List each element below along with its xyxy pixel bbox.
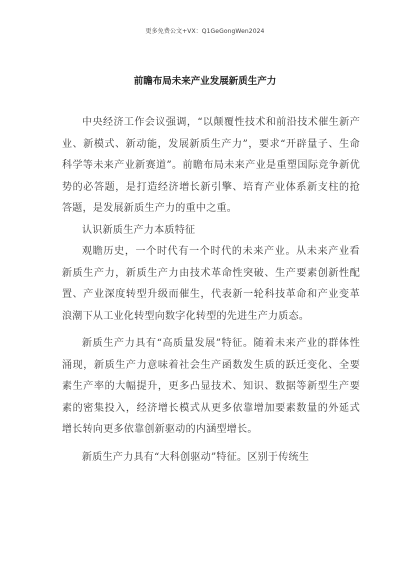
section-heading: 认识新质生产力本质特征 — [82, 224, 196, 236]
paragraph-intro: 中央经济工作会议强调，“以颠覆性技术和前沿技术催生新产业、新模式、新动能，发展新质生产力”，要求“开辟量子、生命科学等未来产业新赛道”。前瞻布局未来产业是重塑国际竞争新优势的必答题，是打造经济增长新引擎、培育产业体系新支柱的抢答题，是发展新质生产力的重中之重。 — [62, 117, 360, 214]
document-title: 前瞻布局未来产业发展新质生产力 — [133, 76, 277, 87]
header-note: 更多免费公文+VX：Q1GeGongWen2024 — [145, 28, 265, 35]
paragraph-innovation: 新质生产力具有“大科创驱动”特征。区别于传统生 — [82, 451, 310, 463]
paragraph-history: 观瞻历史，一个时代有一个时代的未来产业。从未来产业看新质生产力，新质生产力由技术革命性突破、生产要素创新性配置、产业深度转型升级而催生，代表新一轮科技革命和产业变革浪潮下从工业化转型向数字化转型的先进生产力质态。 — [62, 246, 360, 322]
paragraph-quality: 新质生产力具有“高质量发展”特征。随着未来产业的群体性涌现，新质生产力意味着社会生产函数发生质的跃迁变化、全要素生产率的大幅提升，更多凸显技术、知识、数据等新型生产要素的密集投入，经济增长模式从更多依靠增加要素数量的外延式增长转向更多依靠创新驱动的内涵型增长。 — [62, 338, 360, 435]
document-body — [62, 112, 360, 468]
